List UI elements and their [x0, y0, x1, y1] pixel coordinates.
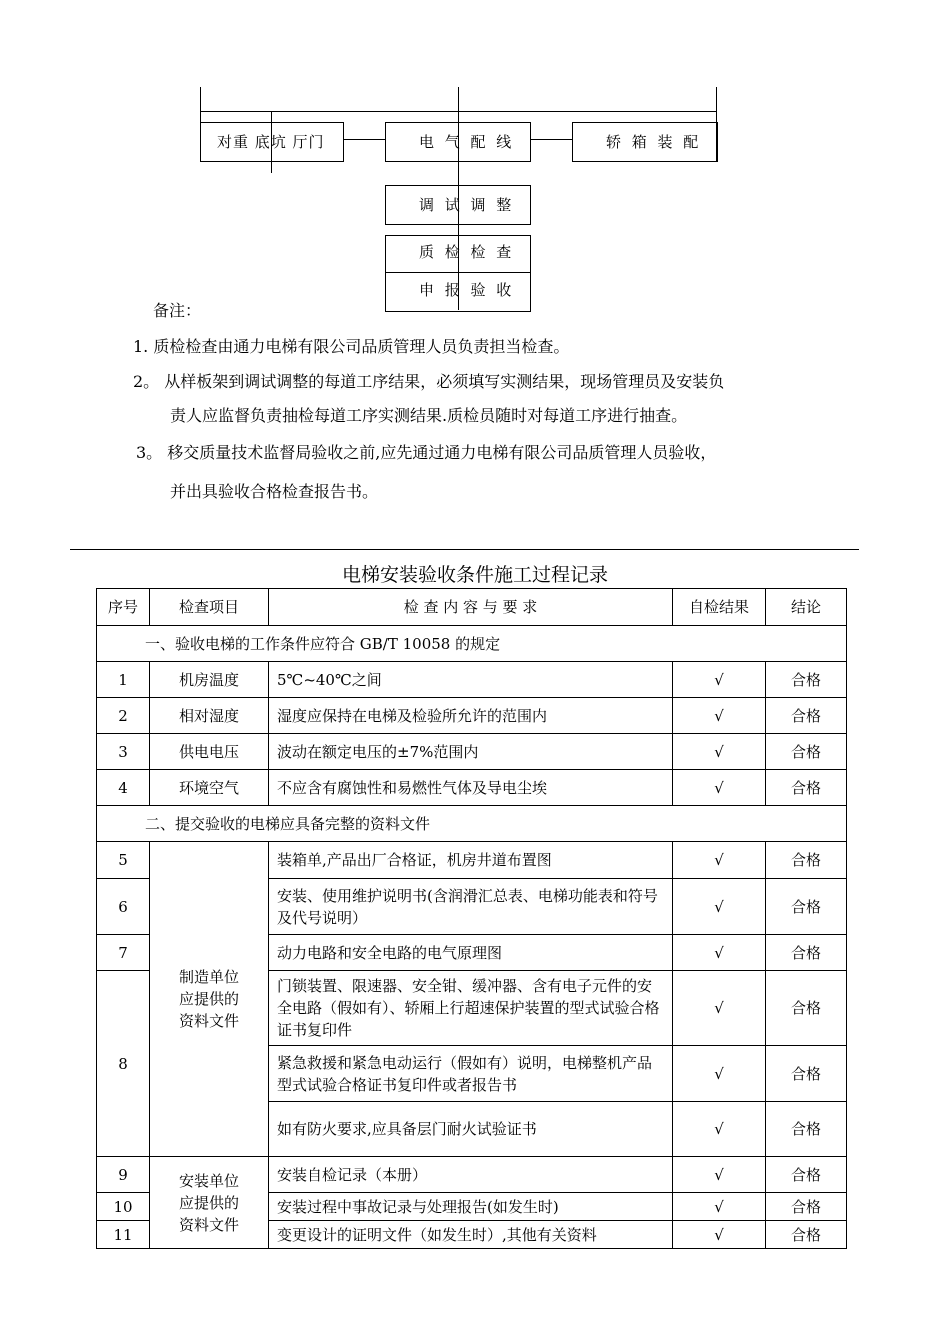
- row-conclusion: 合格: [766, 770, 847, 806]
- row-no: 4: [97, 770, 150, 806]
- flow-qc-divider: [386, 272, 530, 273]
- flow-box-debug: 调 试 调 整: [385, 185, 531, 225]
- row-content: 波动在额定电压的±7%范围内: [269, 734, 673, 770]
- row-content: 湿度应保持在电梯及检验所允许的范围内: [269, 698, 673, 734]
- row-conclusion: 合格: [766, 698, 847, 734]
- row-conclusion: 合格: [766, 1221, 847, 1249]
- row-conclusion: 合格: [766, 935, 847, 971]
- section-row: [97, 806, 847, 842]
- row-item: 供电电压: [150, 734, 269, 770]
- row-content: 如有防火要求,应具备层门耐火试验证书: [269, 1102, 673, 1157]
- record-table: [96, 588, 847, 1249]
- row-content: 门锁装置、限速器、安全钳、缓冲器、含有电子元件的安全电路（假如有）、轿厢上行超速保护装置的型式试验合格证书复印件: [269, 971, 673, 1046]
- table-row: [97, 662, 847, 698]
- note-item-1: 1. 质检检查由通力电梯有限公司品质管理人员负责担当检查。: [133, 337, 570, 356]
- row-conclusion: 合格: [766, 1157, 847, 1193]
- row-conclusion: 合格: [766, 971, 847, 1046]
- group-manufacturer: 制造单位 应提供的 资料文件: [150, 842, 269, 1157]
- row-no: 3: [97, 734, 150, 770]
- note-item-3-line-1: 3。 移交质量技术监督局验收之前,应先通过通力电梯有限公司品质管理人员验收，: [136, 443, 717, 462]
- header-conclusion: 结论: [766, 589, 847, 626]
- row-content: 5℃~40℃之间: [269, 662, 673, 698]
- row-result: √: [673, 734, 766, 770]
- table-row: [97, 842, 847, 879]
- section-row: [97, 626, 847, 662]
- row-conclusion: 合格: [766, 734, 847, 770]
- flow-box-qc: 质 检 检 查 申 报 验 收: [385, 235, 531, 312]
- row-content: 不应含有腐蚀性和易燃性气体及导电尘埃: [269, 770, 673, 806]
- row-content: 安装自检记录（本册）: [269, 1157, 673, 1193]
- row-result: √: [673, 1046, 766, 1102]
- header-seq: 序号: [97, 589, 150, 626]
- row-conclusion: 合格: [766, 879, 847, 935]
- row-no: 5: [97, 842, 150, 879]
- row-result: √: [673, 879, 766, 935]
- record-title: 电梯安装验收条件施工过程记录: [341, 564, 608, 586]
- row-no: 6: [97, 879, 150, 935]
- row-conclusion: 合格: [766, 842, 847, 879]
- notes-heading: 备注：: [153, 301, 202, 320]
- note-item-3-line-2: 并出具验收合格检查报告书。: [170, 482, 379, 501]
- flow-box-car-assembly: 轿 箱 装 配: [572, 122, 718, 162]
- section-2-title: 二、提交验收的电梯应具备完整的资料文件: [97, 806, 847, 842]
- row-result: √: [673, 698, 766, 734]
- row-item: 机房温度: [150, 662, 269, 698]
- note-item-2-line-2: 责人应监督负责抽检每道工序实测结果.质检员随时对每道工序进行抽查。: [170, 406, 688, 425]
- row-content: 紧急救援和紧急电动运行（假如有）说明，电梯整机产品型式试验合格证书复印件或者报告书: [269, 1046, 673, 1102]
- note-item-2-line-1: 2。 从样板架到调试调整的每道工序结果，必须填写实测结果，现场管理员及安装负: [133, 372, 725, 391]
- row-conclusion: 合格: [766, 1193, 847, 1221]
- row-result: √: [673, 842, 766, 879]
- header-result: 自检结果: [673, 589, 766, 626]
- table-header-row: [97, 589, 847, 626]
- row-no: 1: [97, 662, 150, 698]
- section-1-title: 一、验收电梯的工作条件应符合 GB/T 10058 的规定: [97, 626, 847, 662]
- row-conclusion: 合格: [766, 662, 847, 698]
- table-row: [97, 734, 847, 770]
- row-result: √: [673, 1157, 766, 1193]
- flow-box-wiring: 电 气 配 线: [385, 122, 531, 162]
- row-item: 环境空气: [150, 770, 269, 806]
- group-installer: 安装单位 应提供的 资料文件: [150, 1157, 269, 1249]
- row-item: 相对湿度: [150, 698, 269, 734]
- row-content: 动力电路和安全电路的电气原理图: [269, 935, 673, 971]
- row-no: 7: [97, 935, 150, 971]
- flow-connector-left: [343, 139, 385, 140]
- row-no: 9: [97, 1157, 150, 1193]
- row-conclusion: 合格: [766, 1046, 847, 1102]
- row-result: √: [673, 1102, 766, 1157]
- row-no: 8: [97, 971, 150, 1157]
- table-row: [97, 698, 847, 734]
- section-divider: [70, 549, 859, 550]
- row-result: √: [673, 1193, 766, 1221]
- row-content: 变更设计的证明文件（如发生时）,其他有关资料: [269, 1221, 673, 1249]
- row-result: √: [673, 662, 766, 698]
- flow-connector-right: [530, 139, 572, 140]
- row-result: √: [673, 770, 766, 806]
- row-no: 11: [97, 1221, 150, 1249]
- row-result: √: [673, 1221, 766, 1249]
- row-content: 装箱单,产品出厂合格证，机房井道布置图: [269, 842, 673, 879]
- table-row: [97, 770, 847, 806]
- row-result: √: [673, 935, 766, 971]
- row-content: 安装过程中事故记录与处理报告(如发生时): [269, 1193, 673, 1221]
- row-conclusion: 合格: [766, 1102, 847, 1157]
- row-no: 10: [97, 1193, 150, 1221]
- header-item: 检查项目: [150, 589, 269, 626]
- row-no: 2: [97, 698, 150, 734]
- row-result: √: [673, 971, 766, 1046]
- header-content: 检 查 内 容 与 要 求: [269, 589, 673, 626]
- table-row: [97, 1157, 847, 1193]
- flow-box-counterweight: 对重 底坑 厅门: [200, 122, 344, 162]
- row-content: 安装、使用维护说明书(含润滑汇总表、电梯功能表和符号及代号说明）: [269, 879, 673, 935]
